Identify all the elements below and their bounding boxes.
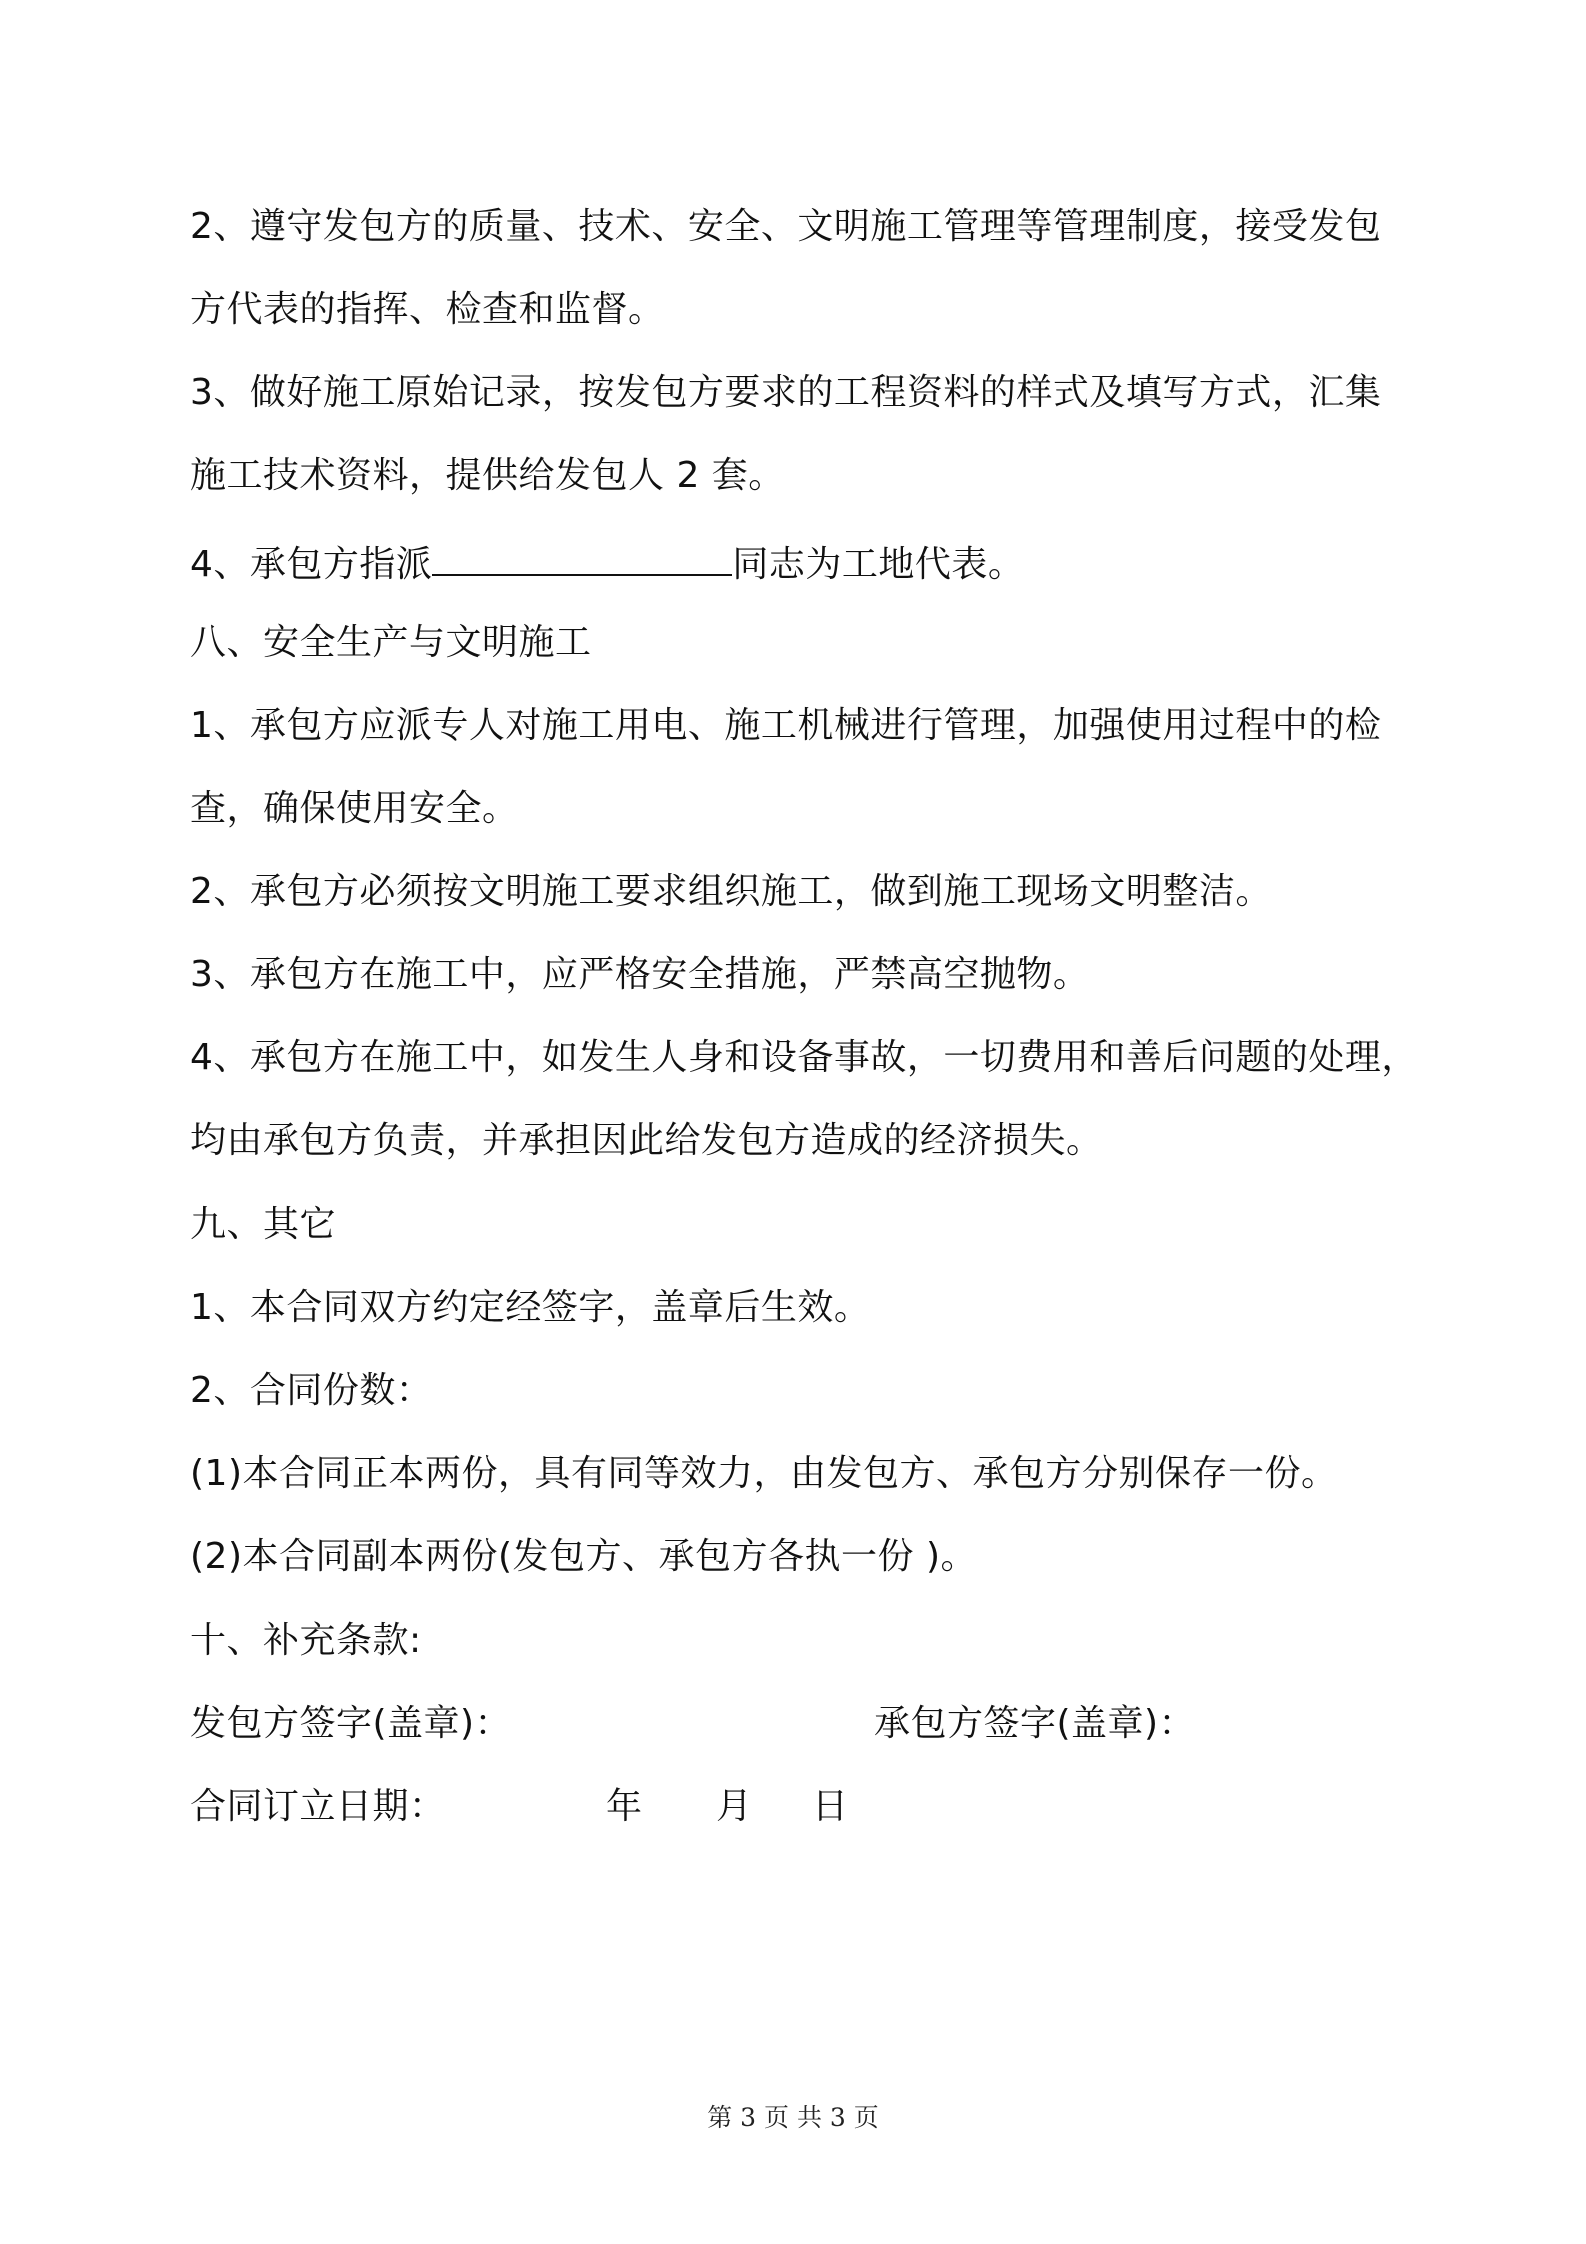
section-9-sub-2: (2)本合同副本两份(发包方、承包方各执一份 )。 [190, 1536, 978, 1577]
section-8-item-4-line-1: 4、承包方在施工中，如发生人身和设备事故，一切费用和善后问题的处理， [190, 1037, 1418, 1078]
date-month-label: 月 [716, 1786, 753, 1827]
date-year-label: 年 [606, 1786, 643, 1827]
section-9-item-2: 2、合同份数： [190, 1370, 433, 1411]
clause-7-item-4 [190, 534, 1024, 590]
representative-name-blank[interactable] [432, 534, 732, 576]
section-8-title: 八、安全生产与文明施工 [190, 622, 592, 663]
section-8-item-3: 3、承包方在施工中，应严格安全措施，严禁高空抛物。 [190, 954, 1090, 995]
section-10-title: 十、补充条款: [190, 1620, 422, 1661]
section-8-item-4-line-2: 均由承包方负责，并承担因此给发包方造成的经济损失。 [190, 1120, 1103, 1161]
contract-date-label: 合同订立日期： [190, 1786, 446, 1827]
section-8-item-1-line-2: 查，确保使用安全。 [190, 788, 519, 829]
representative-suffix: 同志为工地代表。 [732, 544, 1025, 585]
party-b-signature-label: 承包方签字(盖章)： [874, 1703, 1196, 1744]
section-8-item-1-line-1: 1、承包方应派专人对施工用电、施工机械进行管理，加强使用过程中的检 [190, 705, 1382, 746]
representative-prefix: 4、承包方指派 [190, 544, 433, 585]
date-day-label: 日 [812, 1786, 849, 1827]
clause-7-item-3-line-1: 3、做好施工原始记录，按发包方要求的工程资料的样式及填写方式，汇集 [190, 372, 1382, 413]
page-number: 第 3 页 共 3 页 [707, 2103, 879, 2132]
section-9-item-1: 1、本合同双方约定经签字，盖章后生效。 [190, 1287, 871, 1328]
clause-7-item-2-line-2: 方代表的指挥、检查和监督。 [190, 289, 665, 330]
section-9-sub-1: (1)本合同正本两份，具有同等效力，由发包方、承包方分别保存一份。 [190, 1453, 1338, 1494]
party-a-signature-label: 发包方签字(盖章)： [190, 1703, 512, 1744]
clause-7-item-2-line-1: 2、遵守发包方的质量、技术、安全、文明施工管理等管理制度，接受发包 [190, 206, 1382, 247]
clause-7-item-3-line-2: 施工技术资料，提供给发包人 2 套。 [190, 455, 785, 496]
section-8-item-2: 2、承包方必须按文明施工要求组织施工，做到施工现场文明整洁。 [190, 871, 1272, 912]
section-9-title: 九、其它 [190, 1204, 337, 1245]
